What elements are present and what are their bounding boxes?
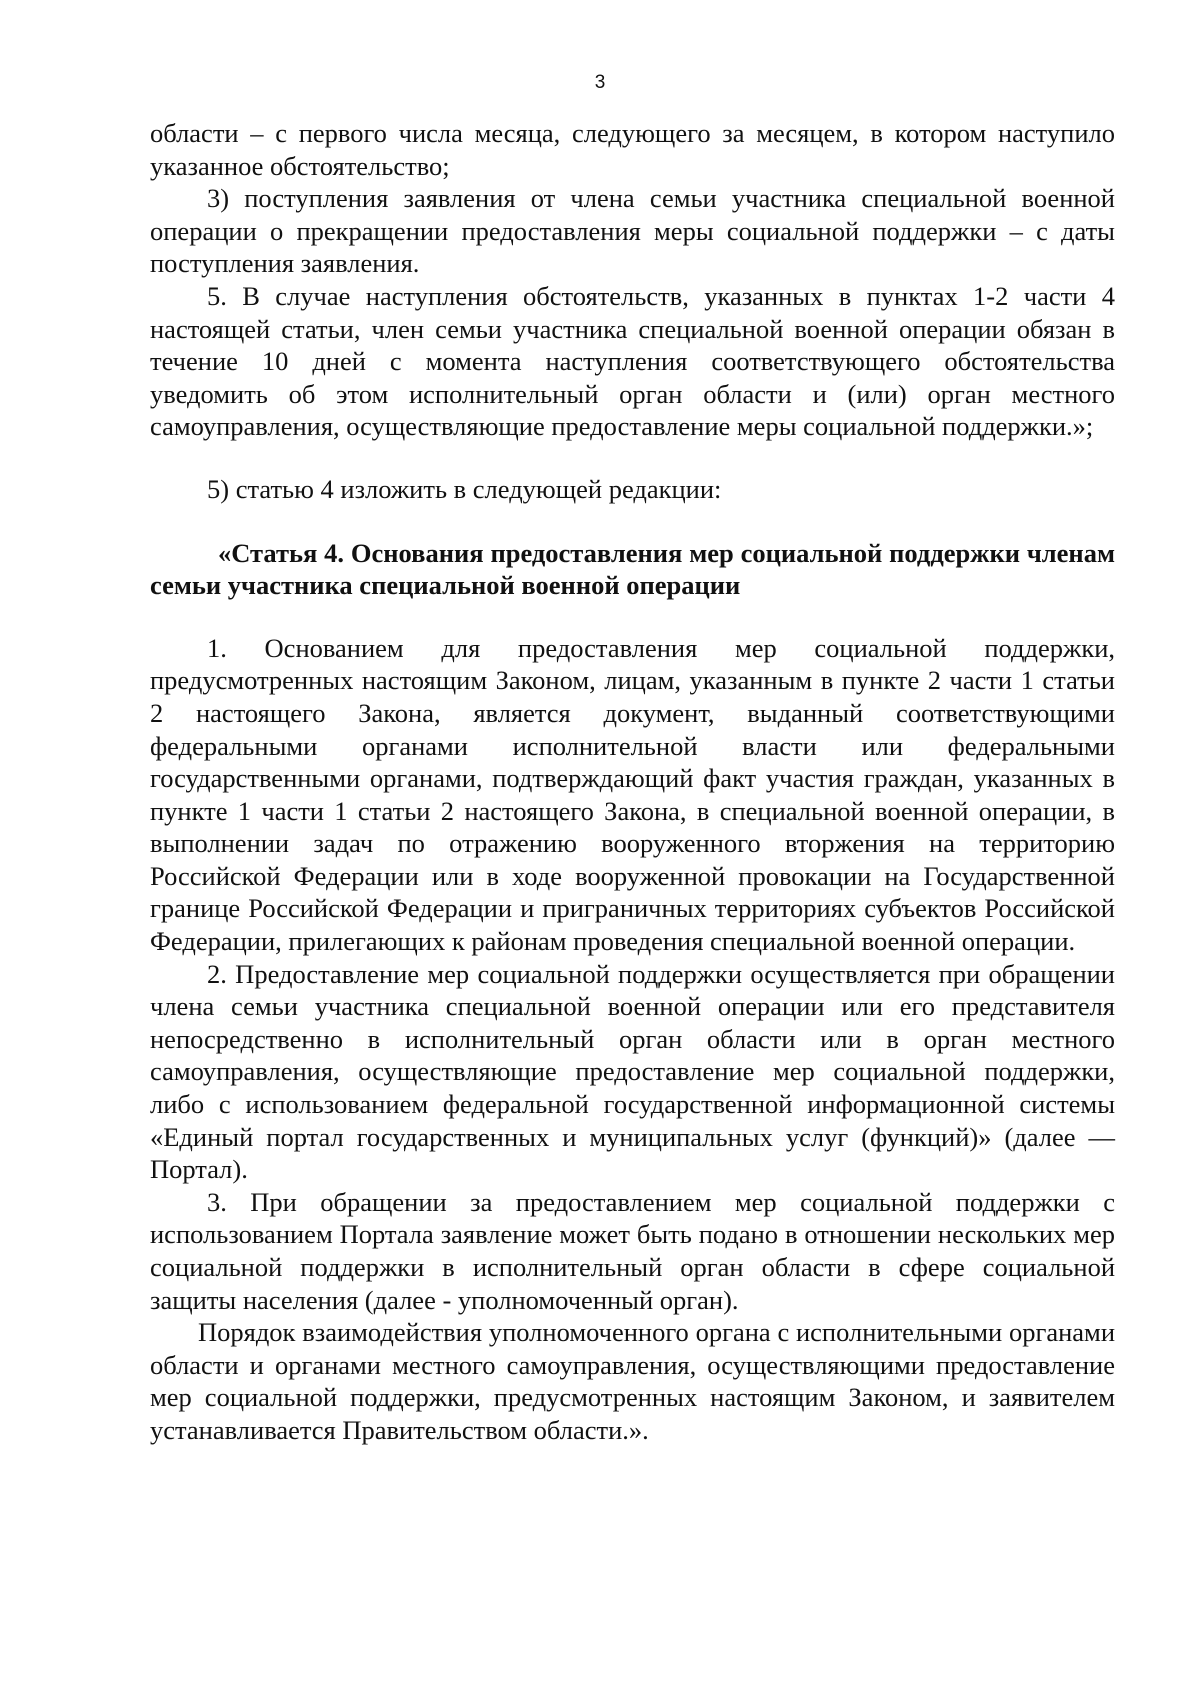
article-4-heading: «Статья 4. Основания предоставления мер социальной поддержки членам семьи участника специальной военной операции bbox=[150, 537, 1115, 601]
paragraph-continuation: области – с первого числа месяца, следующего за месяцем, в котором наступило указанное обстоятельство; bbox=[150, 118, 1115, 181]
paragraph-article-4-part-1: 1. Основанием для предоставления мер социальной поддержки, предусмотренных настоящим Законом, лицам, указанным в пункте 2 части 1 статьи 2 настоящего Закона, является документ, выданный соответствующими федеральными органами исполнительной власти или федеральными государственными органами, подтверждающий факт участия граждан, указанных в пункте 1 части 1 статьи 2 настоящего Закона, в специальной военной операции, в выполнении задач по отражению вооруженного вторжения на территорию Российской Федерации или в ходе вооруженной провокации на Государственной границе Российской Федерации и приграничных территориях субъектов Российской Федерации, прилегающих к районам проведения специальной военной операции. bbox=[150, 632, 1115, 957]
page-number: 3 bbox=[594, 72, 606, 93]
paragraph-interaction-procedure: Порядок взаимодействия уполномоченного органа с исполнительными органами области и органами местного самоуправления, осуществляющими предоставление мер социальной поддержки, предусмотренных настоящим Законом, и заявителем устанавливается Правительством области.». bbox=[150, 1317, 1115, 1445]
paragraph-part-5: 5. В случае наступления обстоятельств, указанных в пунктах 1-2 части 4 настоящей статьи, член семьи участника специальной военной операции обязан в течение 10 дней с момента наступления соответствующего обстоятельства уведомить об этом исполнительный орган области и (или) орган местного самоуправления, осуществляющие предоставление меры социальной поддержки.»; bbox=[150, 280, 1115, 442]
paragraph-item-3: 3) поступления заявления от члена семьи участника специальной военной операции о прекращении предоставления меры социальной поддержки – с даты поступления заявления. bbox=[150, 183, 1115, 279]
document-body bbox=[150, 117, 1115, 1447]
paragraph-article-4-part-2: 2. Предоставление мер социальной поддержки осуществляется при обращении члена семьи участника специальной военной операции или его представителя непосредственно в исполнительный орган области или в орган местного самоуправления, осуществляющие предоставление мер социальной поддержки, либо с использованием федеральной государственной информационной системы «Единый портал государственных и муниципальных услуг (функций)» (далее — Портал). bbox=[150, 958, 1115, 1185]
paragraph-amendment-5: 5) статью 4 изложить в следующей редакции: bbox=[207, 473, 722, 504]
paragraph-article-4-part-3: 3. При обращении за предоставлением мер социальной поддержки с использованием Портала заявление может быть подано в отношении нескольких мер социальной поддержки в исполнительный орган области в сфере социальной защиты населения (далее - уполномоченный орган). bbox=[150, 1186, 1115, 1315]
